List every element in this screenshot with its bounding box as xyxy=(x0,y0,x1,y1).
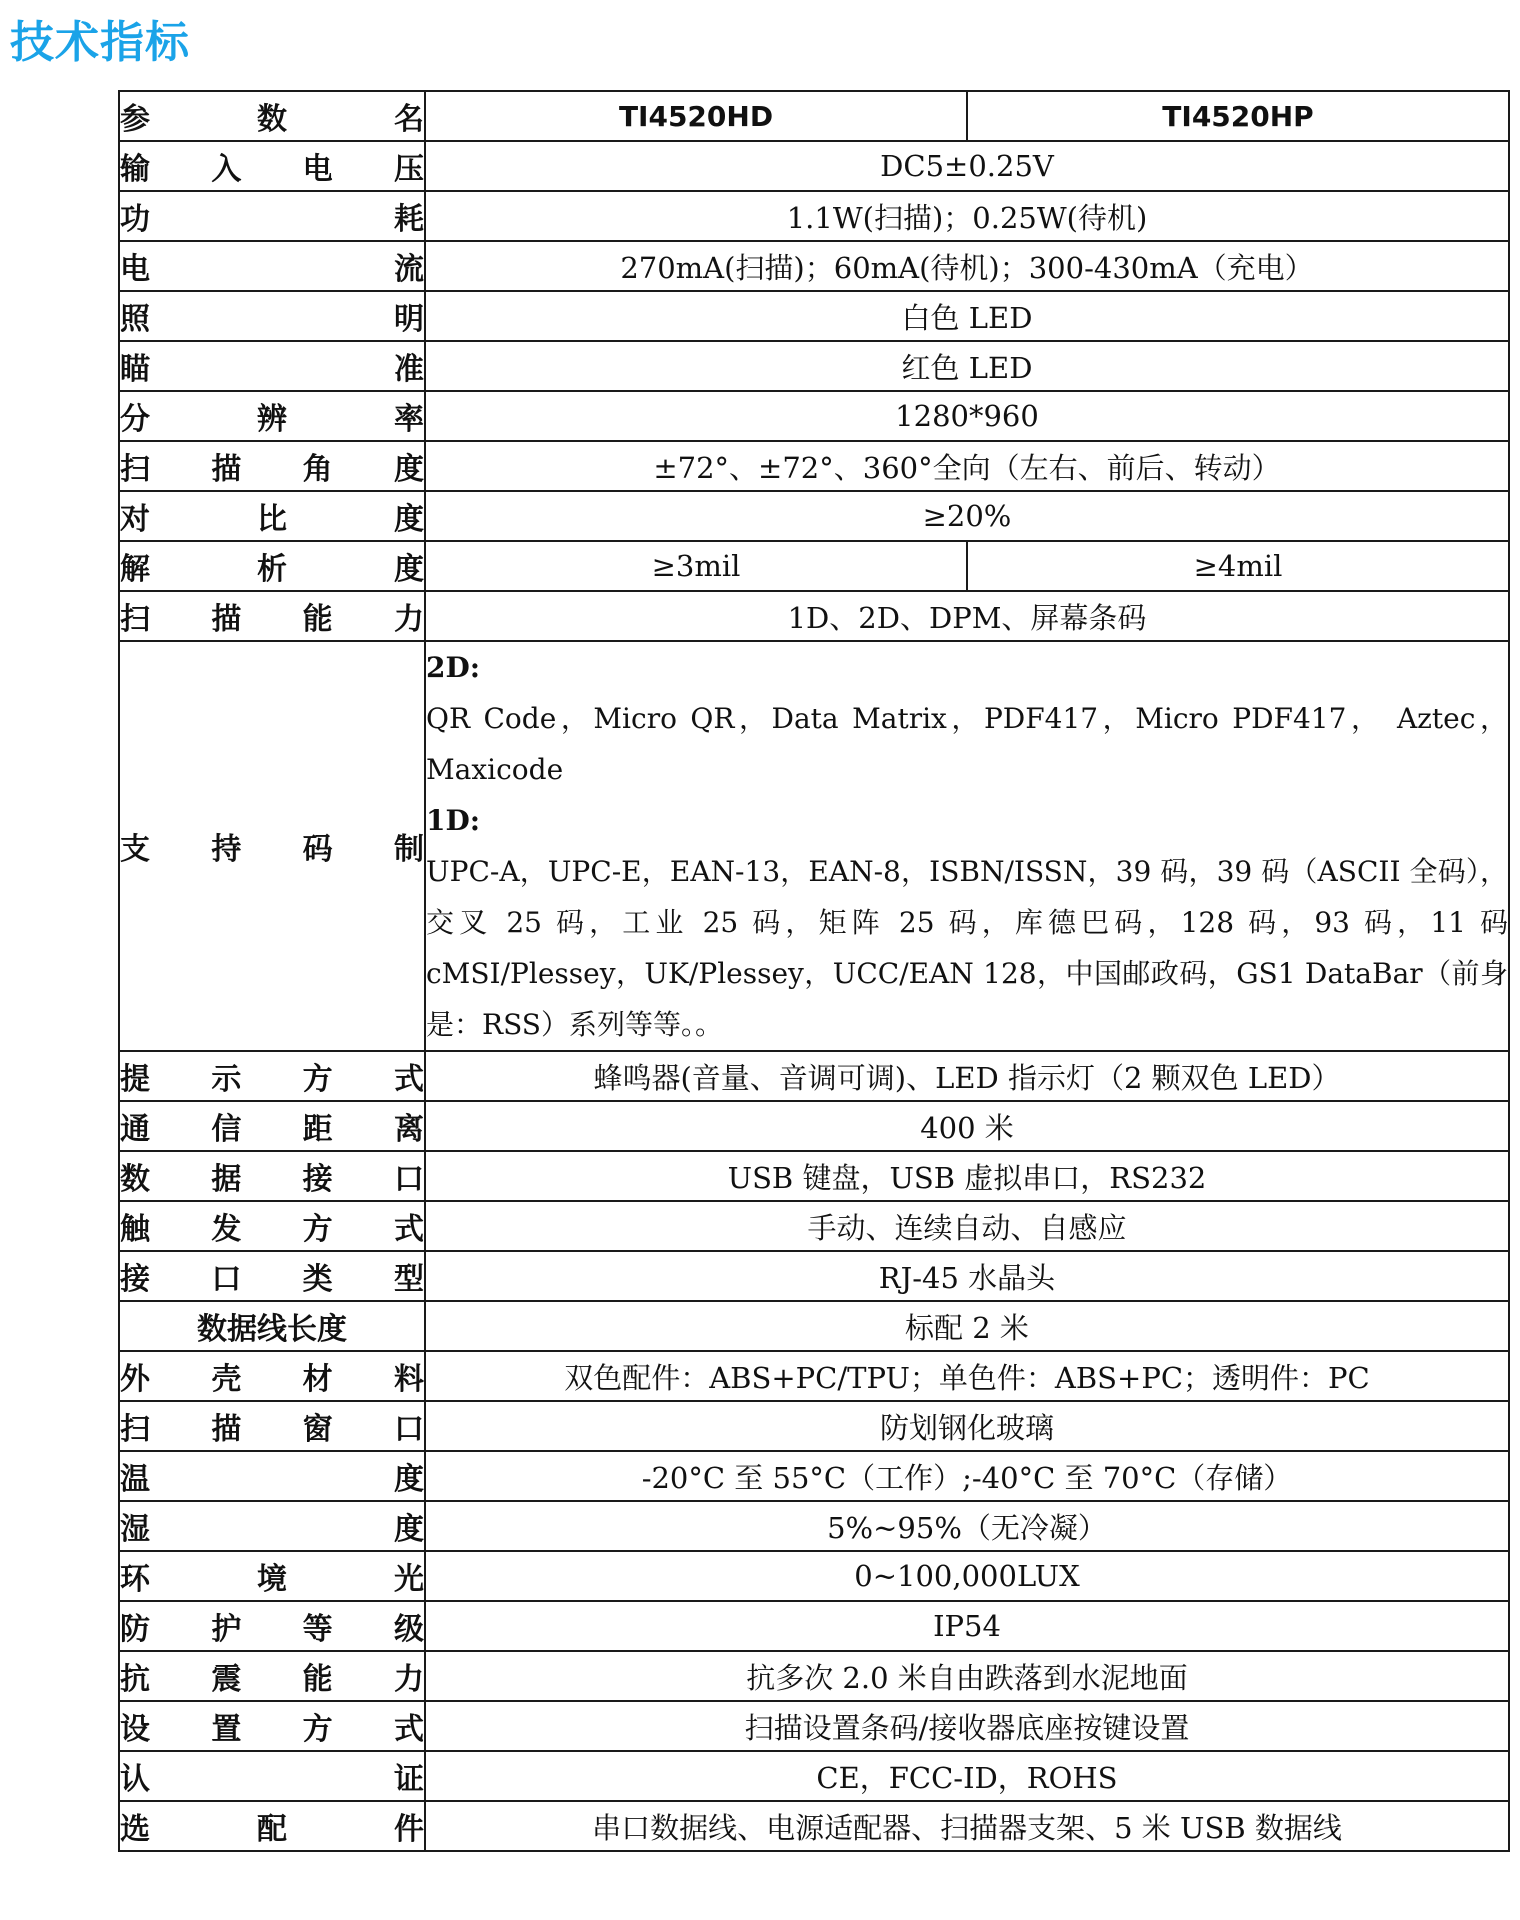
param-label: 设置方式 xyxy=(119,1701,425,1751)
param-value: 双色配件：ABS+PC/TPU；单色件：ABS+PC；透明件：PC xyxy=(425,1351,1509,1401)
table-row xyxy=(119,591,1509,641)
param-header: 参 数 名 xyxy=(119,91,425,141)
table-row xyxy=(119,191,1509,241)
param-label: 分 辨 率 xyxy=(119,391,425,441)
param-value: 串口数据线、电源适配器、扫描器支架、5 米 USB 数据线 xyxy=(425,1801,1509,1851)
table-row xyxy=(119,1351,1509,1401)
param-label: 输入电压 xyxy=(119,141,425,191)
param-label: 功 耗 xyxy=(119,191,425,241)
table-row xyxy=(119,1701,1509,1751)
param-label: 解 析 度 xyxy=(119,541,425,591)
param-label: 湿 度 xyxy=(119,1501,425,1551)
table-row xyxy=(119,341,1509,391)
param-value: 1.1W(扫描)；0.25W(待机) xyxy=(425,191,1509,241)
param-label: 接口类型 xyxy=(119,1251,425,1301)
param-value: DC5±0.25V xyxy=(425,141,1509,191)
param-value: 标配 2 米 xyxy=(425,1301,1509,1351)
param-value: 270mA(扫描)；60mA(待机)；300-430mA（充电） xyxy=(425,241,1509,291)
param-value: 抗多次 2.0 米自由跌落到水泥地面 xyxy=(425,1651,1509,1701)
param-value: CE，FCC-ID，ROHS xyxy=(425,1751,1509,1801)
param-label: 防护等级 xyxy=(119,1601,425,1651)
table-row xyxy=(119,241,1509,291)
param-label: 外壳材料 xyxy=(119,1351,425,1401)
param-label: 扫描窗口 xyxy=(119,1401,425,1451)
param-value: 5%~95%（无冷凝） xyxy=(425,1501,1509,1551)
param-label: 支持码制 xyxy=(119,641,425,1051)
label-1d: 1D: xyxy=(426,804,481,837)
param-label: 环 境 光 xyxy=(119,1551,425,1601)
table-row xyxy=(119,141,1509,191)
table-row xyxy=(119,1301,1509,1351)
param-value: USB 键盘，USB 虚拟串口，RS232 xyxy=(425,1151,1509,1201)
param-label: 对 比 度 xyxy=(119,491,425,541)
param-value-a: ≥3mil xyxy=(425,541,967,591)
param-value: 1280*960 xyxy=(425,391,1509,441)
param-label: 触发方式 xyxy=(119,1201,425,1251)
table-row xyxy=(119,1501,1509,1551)
table-row xyxy=(119,1551,1509,1601)
param-label: 扫描角度 xyxy=(119,441,425,491)
param-label: 瞄 准 xyxy=(119,341,425,391)
table-row xyxy=(119,441,1509,491)
table-row xyxy=(119,1451,1509,1501)
model-a-header: TI4520HD xyxy=(425,91,967,141)
table-row xyxy=(119,1101,1509,1151)
table-row xyxy=(119,1601,1509,1651)
table-row xyxy=(119,541,1509,591)
table-row xyxy=(119,1051,1509,1101)
param-value: RJ-45 水晶头 xyxy=(425,1251,1509,1301)
param-label: 提示方式 xyxy=(119,1051,425,1101)
param-value: 0~100,000LUX xyxy=(425,1551,1509,1601)
page-title: 技术指标 xyxy=(10,17,190,68)
param-label: 选 配 件 xyxy=(119,1801,425,1851)
param-value: ±72°、±72°、360°全向（左右、前后、转动） xyxy=(425,441,1509,491)
header-row xyxy=(119,91,1509,141)
table-row xyxy=(119,1751,1509,1801)
table-row xyxy=(119,1251,1509,1301)
codes-1d: UPC-A，UPC-E，EAN-13，EAN-8，ISBN/ISSN，39 码，39 码（ASCII 全码），交叉 25 码，工业 25 码，矩阵 25 码，库德巴码，128 码，93 码，11 码 cMSI/Plessey，UK/Plessey，UCC/EAN 128，中国邮政码，GS1 DataBar（前身是：RSS）系列等等。。 xyxy=(426,855,1508,1041)
param-label: 扫描能力 xyxy=(119,591,425,641)
param-value: 防划钢化玻璃 xyxy=(425,1401,1509,1451)
param-label: 抗震能力 xyxy=(119,1651,425,1701)
param-value: -20°C 至 55°C（工作）;-40°C 至 70°C（存储） xyxy=(425,1451,1509,1501)
table-row xyxy=(119,491,1509,541)
table-row xyxy=(119,1801,1509,1851)
table-row xyxy=(119,291,1509,341)
param-value: 400 米 xyxy=(425,1101,1509,1151)
param-label: 认 证 xyxy=(119,1751,425,1801)
param-value: 手动、连续自动、自感应 xyxy=(425,1201,1509,1251)
param-label: 数据接口 xyxy=(119,1151,425,1201)
codes-2d: QR Code，Micro QR，Data Matrix，PDF417，Micro PDF417， Aztec，Maxicode xyxy=(426,702,1508,786)
param-label: 温 度 xyxy=(119,1451,425,1501)
label-2d: 2D: xyxy=(426,651,481,684)
table-row xyxy=(119,391,1509,441)
param-label: 数据线长度 xyxy=(119,1301,425,1351)
table-row xyxy=(119,1201,1509,1251)
table-row xyxy=(119,1651,1509,1701)
param-label: 照 明 xyxy=(119,291,425,341)
symbology-list xyxy=(425,641,1509,1051)
table-row xyxy=(119,1401,1509,1451)
param-value: 蜂鸣器(音量、音调可调)、LED 指示灯（2 颗双色 LED） xyxy=(425,1051,1509,1101)
symbology-row xyxy=(119,641,1509,1051)
spec-table xyxy=(118,90,1510,1852)
param-value: 白色 LED xyxy=(425,291,1509,341)
param-value: 1D、2D、DPM、屏幕条码 xyxy=(425,591,1509,641)
model-b-header: TI4520HP xyxy=(967,91,1509,141)
param-value: 红色 LED xyxy=(425,341,1509,391)
param-value: ≥20% xyxy=(425,491,1509,541)
param-value: 扫描设置条码/接收器底座按键设置 xyxy=(425,1701,1509,1751)
param-label: 电 流 xyxy=(119,241,425,291)
param-value-b: ≥4mil xyxy=(967,541,1509,591)
table-row xyxy=(119,1151,1509,1201)
param-label: 通信距离 xyxy=(119,1101,425,1151)
param-value: IP54 xyxy=(425,1601,1509,1651)
